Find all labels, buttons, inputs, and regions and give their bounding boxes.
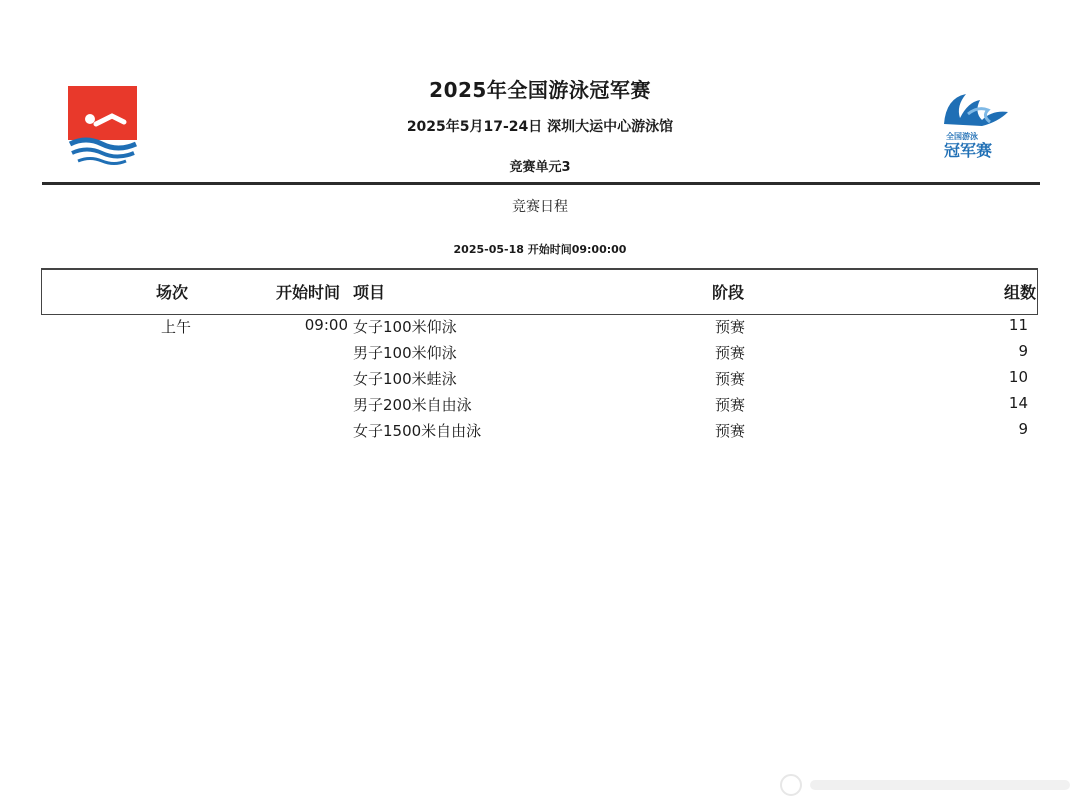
cell-phase: 预赛 xyxy=(714,396,745,414)
cell-event: 男子200米自由泳 xyxy=(353,396,472,414)
cell-groups: 9 xyxy=(1018,420,1028,438)
table-row xyxy=(0,420,1080,446)
header-session: 场次 xyxy=(156,283,189,302)
header-groups: 组数 xyxy=(1003,283,1036,302)
cell-event: 男子100米仰泳 xyxy=(353,344,457,362)
cell-groups: 11 xyxy=(1008,316,1028,334)
logo-text-line2: 冠军赛 xyxy=(944,141,993,160)
cell-phase: 预赛 xyxy=(714,318,745,336)
logo-text-line1: 全国游泳 xyxy=(946,132,978,141)
table-row xyxy=(0,368,1080,394)
cell-event: 女子100米仰泳 xyxy=(353,318,457,336)
table-row xyxy=(0,394,1080,420)
watermark xyxy=(780,772,1070,798)
watermark-circle-icon xyxy=(780,774,802,796)
header-phase: 阶段 xyxy=(712,283,745,302)
date-start-time: 2025-05-18 开始时间09:00:00 xyxy=(453,243,627,256)
header-divider xyxy=(42,182,1040,185)
competition-unit: 竞赛单元3 xyxy=(509,160,571,175)
section-title: 竞赛日程 xyxy=(512,199,568,215)
header-start-time: 开始时间 xyxy=(276,283,341,302)
cell-groups: 9 xyxy=(1018,342,1028,360)
header-event: 项目 xyxy=(353,283,386,302)
cell-session: 上午 xyxy=(160,318,191,336)
table-row xyxy=(0,316,1080,342)
page-title: 2025年全国游泳冠军赛 xyxy=(429,78,651,102)
cell-phase: 预赛 xyxy=(714,370,745,388)
cell-event: 女子100米蛙泳 xyxy=(353,370,457,388)
cell-event: 女子1500米自由泳 xyxy=(353,422,482,440)
cell-groups: 14 xyxy=(1008,394,1028,412)
cell-groups: 10 xyxy=(1008,368,1028,386)
cell-phase: 预赛 xyxy=(714,422,745,440)
cell-start-time: 09:00 xyxy=(304,316,348,334)
watermark-bar xyxy=(810,780,1070,790)
cell-phase: 预赛 xyxy=(714,344,745,362)
table-row xyxy=(0,342,1080,368)
table-header-box xyxy=(41,268,1038,315)
event-dates-venue: 2025年5月17-24日 深圳大运中心游泳馆 xyxy=(406,119,674,135)
